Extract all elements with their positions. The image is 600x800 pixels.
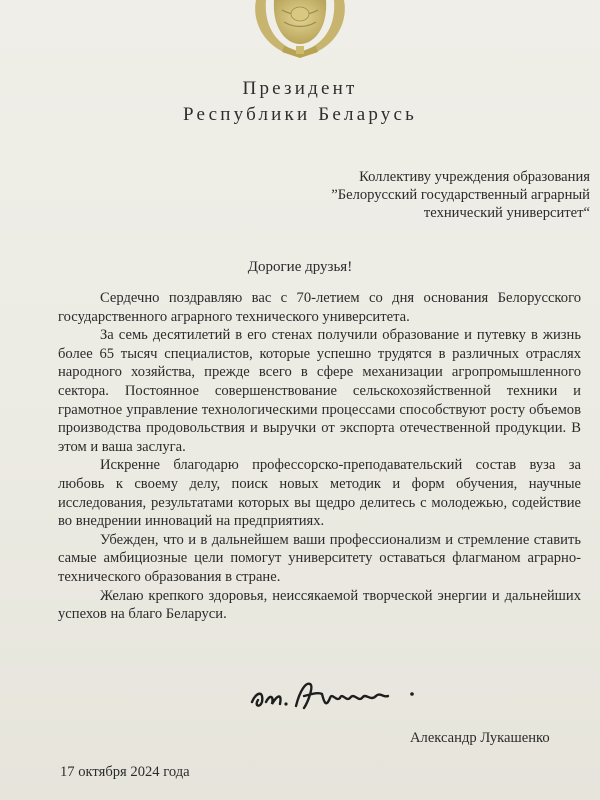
paragraph: За семь десятилетий в его стенах получили образование и путевку в жизнь более 65 тысяч специалистов, которые успешно трудятся в различных отраслях народного хозяйства, прежде всего в сфере механизации агропромышленного сектора. Постоянное совершенствование сельскохозяйственной техники и грамотное управление технологическими процессами способствуют росту объемов производства продовольствия и выручки от экспорта отечественной продукции. В этом и ваша заслуга. (58, 327, 581, 455)
signatory-name: Александр Лукашенко (410, 730, 550, 746)
addressee-line: технический университет“ (423, 205, 590, 221)
paragraph: Убежден, что и в дальнейшем ваши профессионализм и стремление ставить самые амбициозные цели помогут университету оставаться флагманом аграрно-технического образования в стране. (58, 531, 581, 585)
addressee-line: Коллективу учреждения образования (359, 169, 590, 185)
letter-date: 17 октября 2024 года (60, 764, 190, 780)
letter-body (58, 289, 581, 624)
state-emblem-icon (248, 0, 352, 58)
paragraph: Сердечно поздравляю вас с 70-летием со дня основания Белорусского государственного аграрного технического университета. (58, 290, 581, 325)
addressee-line: ”Белорусский государственный аграрный (331, 187, 590, 203)
paragraph: Искренне благодарю профессорско-преподавательский состав вуза за любовь к своему делу, поиск новых методик и форм обучения, научные исследования, результатами которых вы щедро делитесь с молодежью, содействие во внедрении инноваций на предприятиях. (58, 457, 581, 530)
paragraph: Желаю крепкого здоровья, неиссякаемой творческой энергии и дальнейших успехов на благо Беларуси. (58, 587, 581, 623)
handwritten-signature (244, 672, 434, 722)
addressee-block (306, 168, 590, 222)
greeting: Дорогие друзья! (247, 259, 353, 275)
letterhead-subtitle: Республики Беларусь (183, 104, 417, 125)
letterhead-title: Президент (242, 78, 358, 99)
